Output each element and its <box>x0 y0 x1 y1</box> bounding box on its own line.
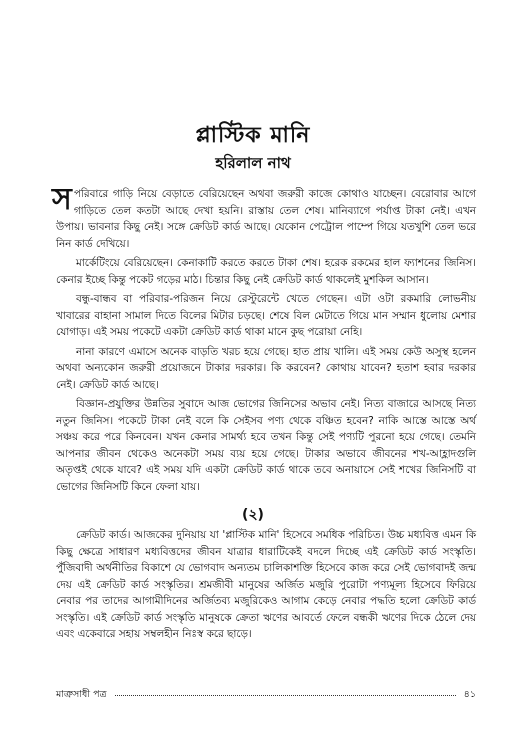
section-number: (২) <box>242 507 264 523</box>
paragraph-6: ক্রেডিট কার্ড। আজকের দুনিয়ায় যা 'প্লাস্টিক মানি' হিসেবে সমধিক পরিচিত। উচ্চ মধ্যবিত্ত এমন কি কিছু ক্ষেত্রে সাধারণ মধ্যবিত্তদের জীবন যাত্রার ধারাটিকেই বদলে দিচ্ছে এই ক্রেডিট কার্ড সংস্কৃতি। পুঁজিবাদী অর্থনীতির বিকাশে যে ভোগবাদ অন্যতম চালিকাশক্তি হিসেবে কাজ করে সেই ভোগবাদই জন্ম দেয় এই ক্রেডিট কার্ড সংস্কৃতির। শ্রমজীবী মানুষের অর্জিত মজুরি পুরোটা পণ্যমূল্য হিসেবে ফিরিয়ে নেবার পর তাদের আগামীদিনের অর্জিতব্য মজুরিকেও আগাম কেড়ে নেবার পদ্ধতি হলো ক্রেডিট কার্ড সংস্কৃতি। এই ক্রেডিট কার্ড সংস্কৃতি মানুষকে ক্রেতা ঋণের আবর্তে ফেলে বন্ধকী ঋণের দিকে ঠেলে দেয় এবং একেবারে সহায় সম্বলহীন নিঃস্ব করে ছাড়ে। <box>56 529 476 640</box>
page-number: ৪১ <box>463 689 476 700</box>
paragraph-1-text: পরিবারে গাড়ি নিয়ে বেড়াতে বেরিয়েছেন অথবা জরুরী কাজে কোথাও যাচ্ছেন। বেরোবার আগে গাড়িতে তেল কতটা আছে দেখা হয়নি। রাস্তায় তেল শেষ। মানিব্যাগে পর্যাপ্ত টাকা নেই। এখন উপায়। ভাবনার কিছু নেই। সঙ্গে ক্রেডিট কার্ড আছে। যেকোন পেট্রোল পাম্পে গিয়ে যতখুশি তেল ভরে নিন কার্ড দেখিয়ে। <box>56 188 476 250</box>
paragraph-4: নানা কারণে এমাসে অনেক বাড়তি খরচ হয়ে গেছে। হাত প্রায় খালি। এই সময় কেউ অসুস্থ হলেন অথবা অন্যকোন জরুরী প্রয়োজনে টাকার দরকার। কি করবেন? কোথায় যাবেন? হতাশ হবার দরকার নেই। ক্রেডিট কার্ড আছে। <box>56 345 476 391</box>
paragraph-5: বিজ্ঞান-প্রযুক্তির উন্নতির সুবাদে আজ ভোগের জিনিসের অভাব নেই। নিত্য বাজারে আসছে নিত্য নতুন জিনিস। পকেটে টাকা নেই বলে কি সেইসব পণ্য থেকে বঞ্চিত হবেন? নাকি আস্তে আস্তে অর্থ সঞ্চয় করে পরে কিনবেন। যখন কেনার সামর্থ্য হবে তখন কিন্তু সেই পণ্যটি পুরনো হয়ে গেছে। তেমনি আপনার জীবন থেকেও অনেকটা সময় ব্যয় হয়ে গেছে। টাকার অভাবে জীবনের শখ-আহ্লাদগুলি অতৃপ্তই থেকে যাবে? এই সময় যদি একটা ক্রেডিট কার্ড থাকে তবে অনায়াসে সেই শখের জিনিসটি বা ভোগের জিনিসটি কিনে ফেলা যায়। <box>56 398 476 493</box>
section-2 <box>56 527 476 646</box>
article-title: প্লাস্টিক মানি <box>195 123 311 148</box>
page-footer <box>56 688 476 703</box>
article-author: হরিলাল নাথ <box>215 154 291 172</box>
section-1 <box>52 182 476 498</box>
paragraph-2: মার্কেটিংয়ে বেরিয়েছেন। কেনাকাটি করতে করতে টাকা শেষ। হরেক রকমের হাল ফ্যাশনের জিনিস। কেনার ইচ্ছে কিন্তু পকেট গড়ের মাঠ। চিন্তার কিছু নেই ক্রেডিট কার্ড থাকলেই মুশকিল আসান। <box>56 257 476 286</box>
paragraph-3: বন্ধু-বান্ধব বা পরিবার-পরিজন নিয়ে রেস্টুরেন্টে খেতে গেছেন। এটা ওটা রকমারি লোভনীয় খাবারের বাহানা সামাল দিতে বিলের মিটার চড়ছে। শেষে বিল মেটাতে গিয়ে মান সম্মান ধুলোয় মেশার যোগাড়। এই সময় পকেটে একটা ক্রেডিট কার্ড থাকা মানে কুছ পরোয়া নেহি। <box>56 293 476 338</box>
drop-cap: স <box>52 182 72 217</box>
footer-rule <box>115 695 456 696</box>
publication-name: মাত্রুসাধী পত্র <box>56 689 107 700</box>
paragraph-1 <box>52 182 476 252</box>
